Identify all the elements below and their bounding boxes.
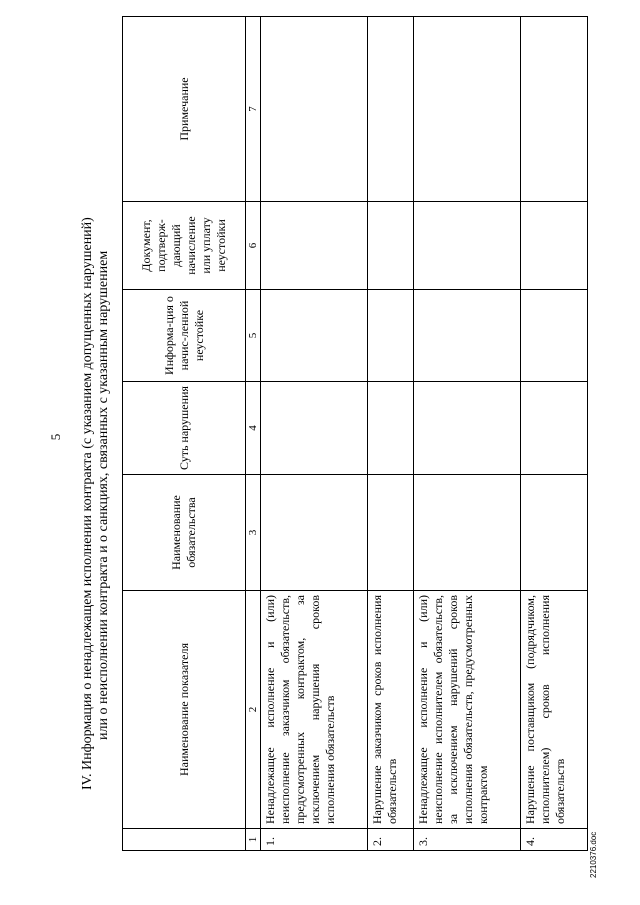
row-indicator: Ненадлежащее исполнение и (или) неисполнение исполнителем обязательств, за исключением нарушений сроков исполнения обязательств, предусмотренных контрактом bbox=[414, 591, 521, 829]
empty-cell bbox=[521, 475, 588, 591]
empty-cell bbox=[414, 382, 521, 475]
header-cell-document: Документ, подтверж-дающий начисление или уплату неустойки bbox=[123, 202, 246, 290]
empty-cell bbox=[521, 17, 588, 202]
empty-cell bbox=[367, 17, 414, 202]
row-number: 3. bbox=[414, 829, 521, 851]
empty-cell bbox=[521, 290, 588, 382]
column-number: 6 bbox=[246, 202, 261, 290]
empty-cell bbox=[261, 475, 368, 591]
section-title-line-1: IV. Информация о ненадлежащем исполнении контракта (с указанием допущенных нарушений) bbox=[80, 217, 95, 790]
sanctions-table-container bbox=[122, 17, 588, 851]
table-row bbox=[521, 17, 588, 851]
empty-cell bbox=[414, 202, 521, 290]
row-number: 1. bbox=[261, 829, 368, 851]
empty-cell bbox=[521, 202, 588, 290]
page-number: 5 bbox=[48, 433, 63, 441]
document-code: 2210376.doc bbox=[589, 831, 598, 878]
table-row bbox=[367, 17, 414, 851]
header-cell-num bbox=[123, 829, 246, 851]
empty-cell bbox=[367, 382, 414, 475]
column-number-row bbox=[246, 17, 261, 851]
empty-cell bbox=[261, 290, 368, 382]
column-number: 3 bbox=[246, 475, 261, 591]
row-number: 4. bbox=[521, 829, 588, 851]
empty-cell bbox=[261, 382, 368, 475]
empty-cell bbox=[414, 290, 521, 382]
empty-cell bbox=[367, 475, 414, 591]
empty-cell bbox=[261, 202, 368, 290]
column-number: 7 bbox=[246, 17, 261, 202]
column-number: 5 bbox=[246, 290, 261, 382]
table-row bbox=[414, 17, 521, 851]
column-number: 4 bbox=[246, 382, 261, 475]
header-cell-violation: Суть нарушения bbox=[123, 382, 246, 475]
table-header-row bbox=[123, 17, 246, 851]
header-cell-penalty-info: Информа-ция о начис-ленной неустойке bbox=[123, 290, 246, 382]
sanctions-table bbox=[122, 16, 588, 851]
row-indicator: Нарушение заказчиком сроков исполнения обязательств bbox=[367, 591, 414, 829]
row-number: 2. bbox=[367, 829, 414, 851]
empty-cell bbox=[521, 382, 588, 475]
empty-cell bbox=[367, 202, 414, 290]
empty-cell bbox=[261, 17, 368, 202]
header-cell-obligation: Наименование обязательства bbox=[123, 475, 246, 591]
row-indicator: Нарушение поставщиком (подрядчиком, исполнителем) сроков исполнения обязательств bbox=[521, 591, 588, 829]
header-cell-indicator: Наименование показателя bbox=[123, 591, 246, 829]
row-indicator: Ненадлежащее исполнение и (или) неисполнение заказчиком обязательств, предусмотренных контрактом, за исключением нарушения сроков исполнения обязательств bbox=[261, 591, 368, 829]
empty-cell bbox=[414, 475, 521, 591]
section-title-line-2: или о неисполнении контракта и о санкциях, связанных с указанным нарушением bbox=[96, 250, 111, 740]
empty-cell bbox=[414, 17, 521, 202]
empty-cell bbox=[367, 290, 414, 382]
column-number: 2 bbox=[246, 591, 261, 829]
table-row bbox=[261, 17, 368, 851]
header-cell-note: Примечание bbox=[123, 17, 246, 202]
column-number: 1 bbox=[246, 829, 261, 851]
